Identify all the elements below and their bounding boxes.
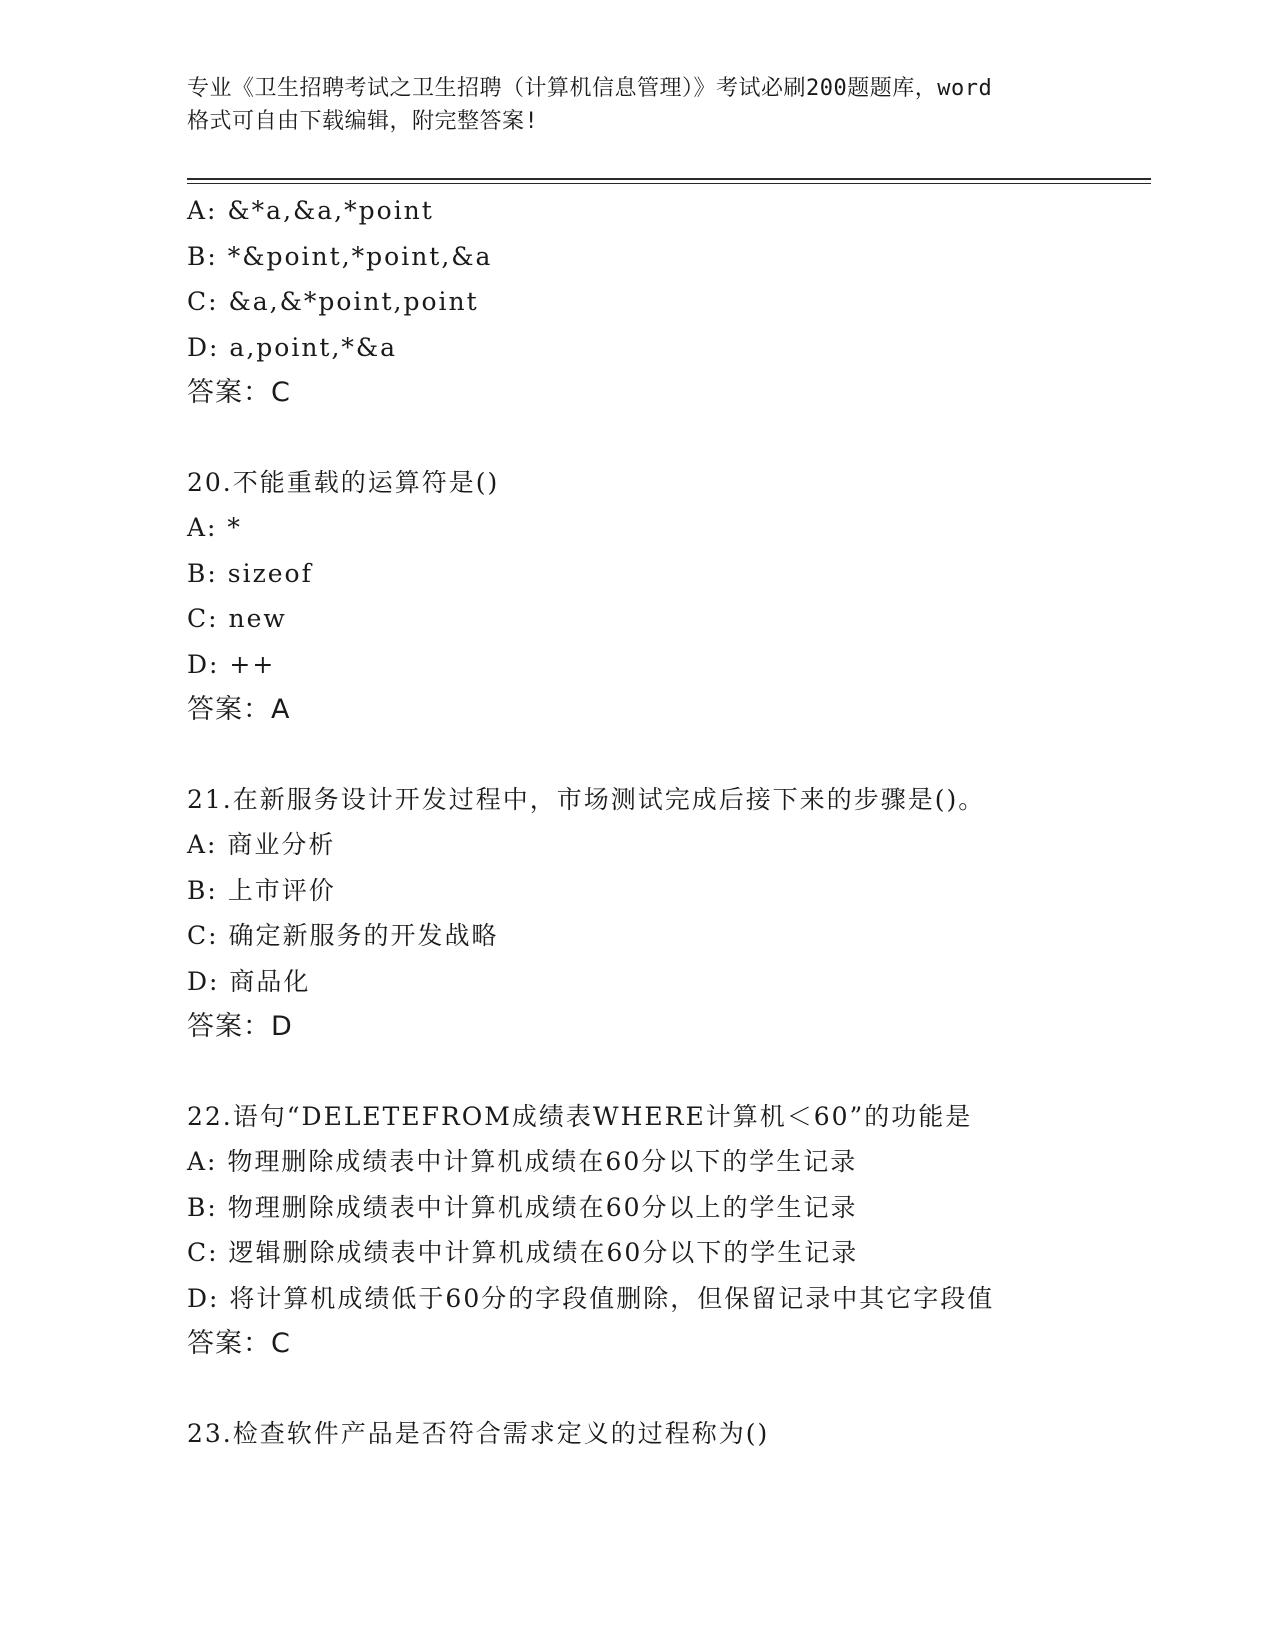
option-c: C: 逻辑删除成绩表中计算机成绩在60分以下的学生记录 [187,1238,859,1267]
header-divider-thick [187,178,1151,180]
option-b: B: 上市评价 [187,875,336,905]
option-c: C: new [187,604,287,633]
option-a: A: &*a,&a,*point [187,196,434,225]
option-c: C: 确定新服务的开发战略 [187,921,499,950]
option-b: B: 物理删除成绩表中计算机成绩在60分以上的学生记录 [187,1192,858,1222]
option-d: D: a,point,*&a [187,332,398,362]
question-23 [187,1411,1151,1457]
question-text: 23.检查软件产品是否符合需求定义的过程称为() [187,1418,770,1448]
option-a: A: * [187,513,242,542]
option-d: D: ++ [187,649,276,679]
answer: 答案：C [187,1328,291,1359]
question-22 [187,1094,1151,1367]
question-text: 20.不能重载的运算符是() [187,467,500,497]
question-21 [187,777,1151,1050]
option-d: D: 将计算机成绩低于60分的字段值删除，但保留记录中其它字段值 [187,1283,995,1313]
document-header [187,72,1087,138]
header-line-2: 格式可自由下载编辑，附完整答案! [187,109,539,134]
answer: 答案：C [187,377,291,408]
header-line-1: 专业《卫生招聘考试之卫生招聘（计算机信息管理）》考试必刷200题题库，word [187,76,993,101]
question-list [187,188,1151,1456]
question-20 [187,460,1151,733]
option-d: D: 商品化 [187,966,311,996]
option-b: B: *&point,*point,&a [187,241,493,271]
answer: 答案：A [187,694,291,725]
question-text: 21.在新服务设计开发过程中，市场测试完成后接下来的步骤是()。 [187,784,986,814]
option-c: C: &a,&*point,point [187,287,479,316]
header-divider-thin [187,183,1151,184]
option-a: A: 商业分析 [187,830,336,859]
option-b: B: sizeof [187,558,313,588]
question-text: 22.语句“DELETEFROM成绩表WHERE计算机＜60”的功能是 [187,1101,973,1131]
answer: 答案：D [187,1011,293,1042]
option-a: A: 物理删除成绩表中计算机成绩在60分以下的学生记录 [187,1147,858,1176]
question-19 [187,188,1151,416]
